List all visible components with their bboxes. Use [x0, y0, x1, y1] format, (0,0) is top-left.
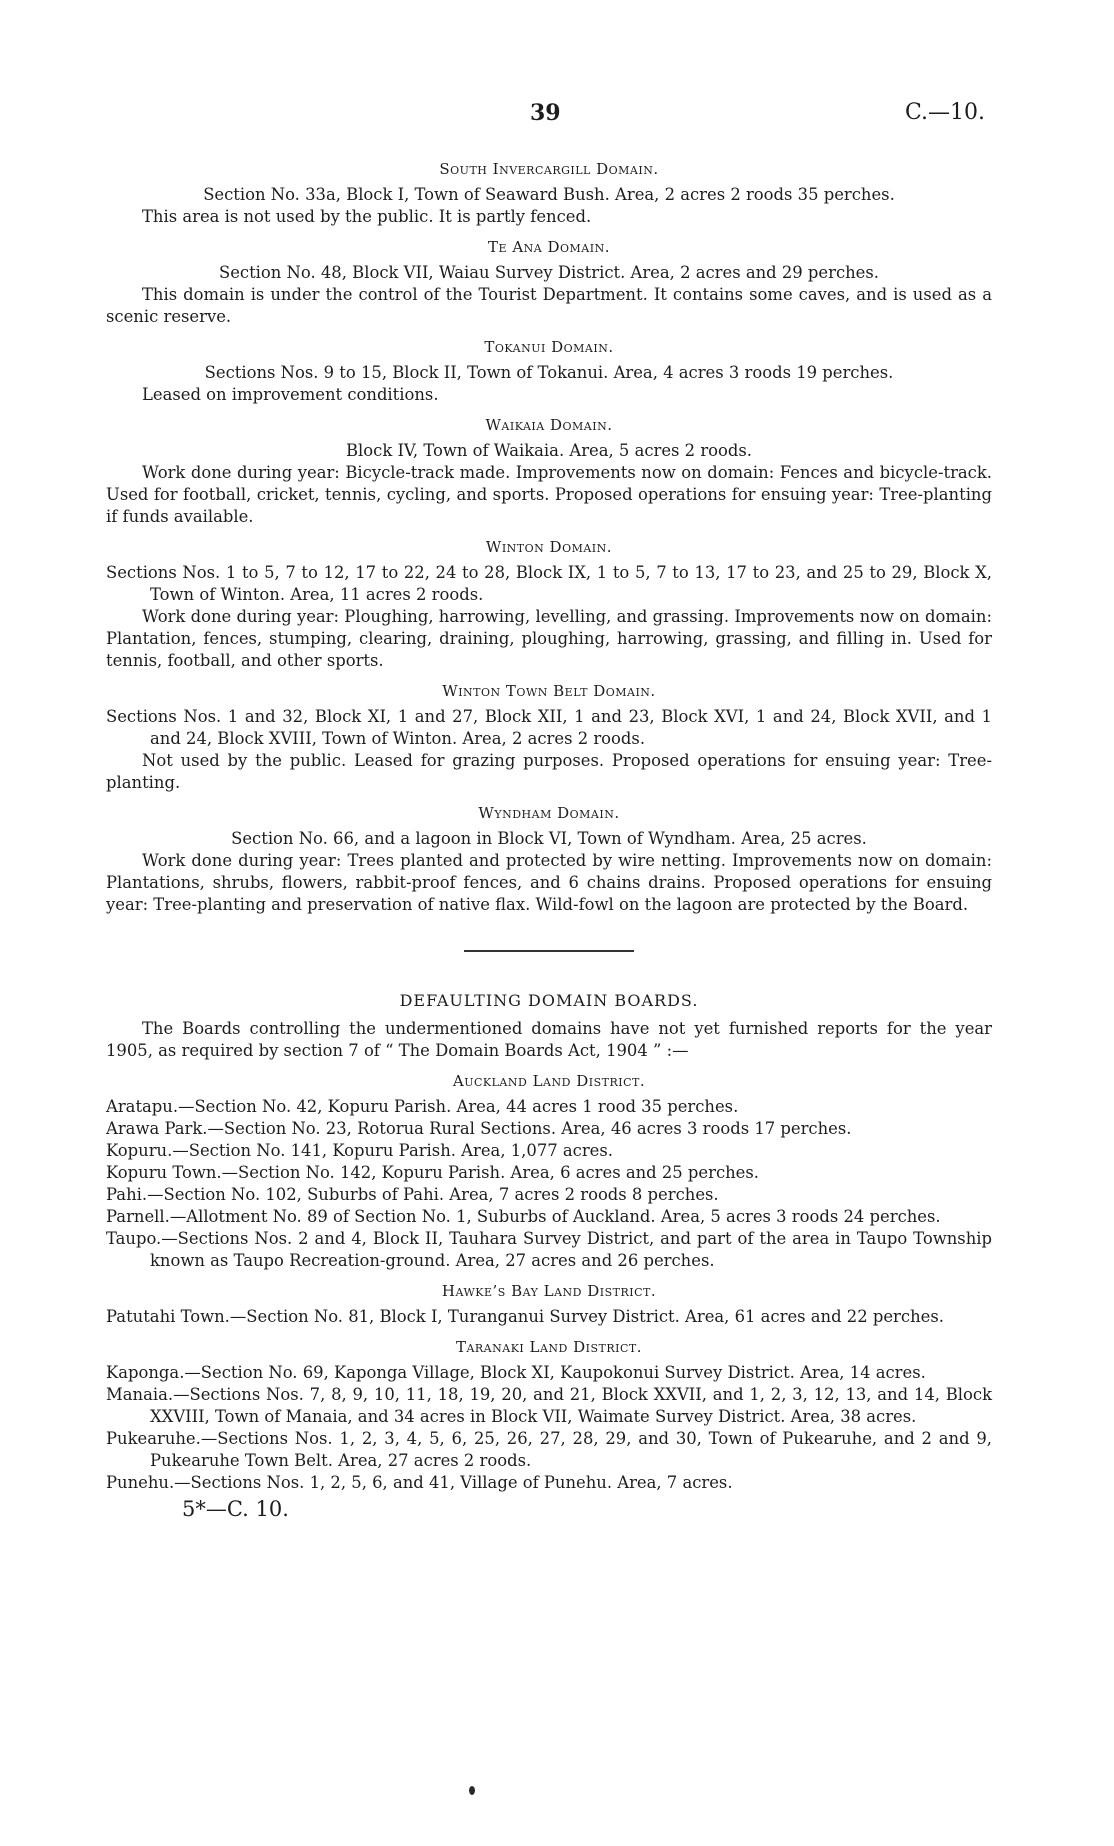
section-heading: Winton Town Belt Domain. [442, 682, 656, 700]
section-divider [464, 950, 634, 952]
domain-entry: Pahi.—Section No. 102, Suburbs of Pahi. Area, 7 acres 2 roods 8 perches. [106, 1185, 719, 1204]
section-notes: Leased on improvement conditions. [142, 385, 439, 404]
page-content [106, 150, 992, 1520]
section-notes: Work done during year: Trees planted and protected by wire netting. Improvements now on domain: Plantations, shrubs, flowers, rabbit-proof fences, and 6 chains drains. Proposed operations for ensuing year: Tree-planting and preservation of native flax. Wild-fowl on the lagoon are protected by the Board. [106, 851, 992, 914]
taranaki-district [106, 1336, 992, 1494]
south-invercargill-section [106, 158, 992, 228]
section-heading: South Invercargill Domain. [439, 160, 659, 178]
section-details: Section No. 66, and a lagoon in Block VI, Town of Wyndham. Area, 25 acres. [231, 829, 867, 848]
section-heading: Te Ana Domain. [488, 238, 610, 256]
section-details: Section No. 33a, Block I, Town of Seaward Bush. Area, 2 acres 2 roods 35 perches. [203, 185, 895, 204]
section-notes: This area is not used by the public. It is partly fenced. [142, 207, 592, 226]
defaulting-boards-section [106, 990, 992, 1062]
footer-signature: 5*—C. 10. [182, 1497, 289, 1521]
section-notes: Not used by the public. Leased for grazing purposes. Proposed operations for ensuing year: Tree-planting. [106, 751, 992, 792]
district-heading: Taranaki Land District. [455, 1338, 643, 1356]
waikaia-section [106, 414, 992, 528]
section-notes: Work done during year: Ploughing, harrowing, levelling, and grassing. Improvements now on domain: Plantation, fences, stumping, clearing, draining, ploughing, harrowing, grassing, and filling in. Used for tennis, football, and other sports. [106, 607, 992, 670]
district-heading: Auckland Land District. [452, 1072, 646, 1090]
domain-entry: Kopuru.—Section No. 141, Kopuru Parish. Area, 1,077 acres. [106, 1141, 613, 1160]
district-heading: Hawke’s Bay Land District. [441, 1282, 657, 1300]
domain-entry: Arawa Park.—Section No. 23, Rotorua Rural Sections. Area, 46 acres 3 roods 17 perches. [106, 1119, 852, 1138]
section-details: Section No. 48, Block VII, Waiau Survey District. Area, 2 acres and 29 perches. [218, 263, 880, 282]
tokanui-section [106, 336, 992, 406]
domain-entry: Patutahi Town.—Section No. 81, Block I, Turanganui Survey District. Area, 61 acres and 22 perches. [106, 1307, 944, 1326]
wyndham-section [106, 802, 992, 916]
section-details: Sections Nos. 1 to 5, 7 to 12, 17 to 22, 24 to 28, Block IX, 1 to 5, 7 to 13, 17 to 23, and 25 to 29, Block X, Town of Winton. Area, 11 acres 2 roods. [106, 563, 992, 604]
domain-entry: Pukearuhe.—Sections Nos. 1, 2, 3, 4, 5, 6, 25, 26, 27, 28, 29, and 30, Town of Pukearuhe, and 2 and 9, Pukearuhe Town Belt. Area, 27 acres 2 roods. [106, 1429, 992, 1470]
section-notes: This domain is under the control of the Tourist Department. It contains some caves, and is used as a scenic reserve. [106, 285, 992, 326]
section-notes: Work done during year: Bicycle-track made. Improvements now on domain: Fences and bicycle-track. Used for football, cricket, tennis, cycling, and sports. Proposed operations for ensuing year: Tree-planting if funds available. [106, 463, 992, 526]
domain-entry: Aratapu.—Section No. 42, Kopuru Parish. Area, 44 acres 1 rood 35 perches. [106, 1097, 739, 1116]
winton-section [106, 536, 992, 672]
defaulting-heading: DEFAULTING DOMAIN BOARDS. [399, 991, 699, 1010]
domain-entry: Kaponga.—Section No. 69, Kaponga Village, Block XI, Kaupokonui Survey District. Area, 14 acres. [106, 1363, 926, 1382]
auckland-district [106, 1070, 992, 1272]
domain-entry: Parnell.—Allotment No. 89 of Section No. 1, Suburbs of Auckland. Area, 5 acres 3 roods 24 perches. [106, 1207, 941, 1226]
section-heading: Tokanui Domain. [484, 338, 614, 356]
hawkes-bay-district [106, 1280, 992, 1328]
domain-entry: Kopuru Town.—Section No. 142, Kopuru Parish. Area, 6 acres and 25 perches. [106, 1163, 759, 1182]
page-number: 39 [530, 100, 561, 126]
document-reference: C.—10. [905, 100, 986, 125]
section-heading: Wyndham Domain. [478, 804, 620, 822]
section-heading: Waikaia Domain. [485, 416, 613, 434]
section-details: Sections Nos. 1 and 32, Block XI, 1 and 27, Block XII, 1 and 23, Block XVI, 1 and 24, Block XVII, and 1 and 24, Block XVIII, Town of Winton. Area, 2 acres 2 roods. [106, 707, 992, 748]
domain-entry: Taupo.—Sections Nos. 2 and 4, Block II, Tauhara Survey District, and part of the area in Taupo Township known as Taupo Recreation-ground. Area, 27 acres and 26 perches. [106, 1229, 992, 1270]
domain-entry: Manaia.—Sections Nos. 7, 8, 9, 10, 11, 18, 19, 20, and 21, Block XXVII, and 1, 2, 3, 12, 13, and 14, Block XXVIII, Town of Manaia, and 34 acres in Block VII, Waimate Survey District. Area, 38 acres. [106, 1385, 992, 1426]
winton-town-belt-section [106, 680, 992, 794]
te-ana-section [106, 236, 992, 328]
section-heading: Winton Domain. [485, 538, 613, 556]
section-details: Sections Nos. 9 to 15, Block II, Town of Tokanui. Area, 4 acres 3 roods 19 perches. [204, 363, 894, 382]
domain-entry: Punehu.—Sections Nos. 1, 2, 5, 6, and 41, Village of Punehu. Area, 7 acres. [106, 1473, 733, 1492]
print-speck [469, 1786, 475, 1795]
defaulting-intro: The Boards controlling the undermentioned domains have not yet furnished reports for the year 1905, as required by section 7 of “ The Domain Boards Act, 1904 ” :— [106, 1019, 992, 1060]
section-details: Block IV, Town of Waikaia. Area, 5 acres 2 roods. [345, 441, 753, 460]
